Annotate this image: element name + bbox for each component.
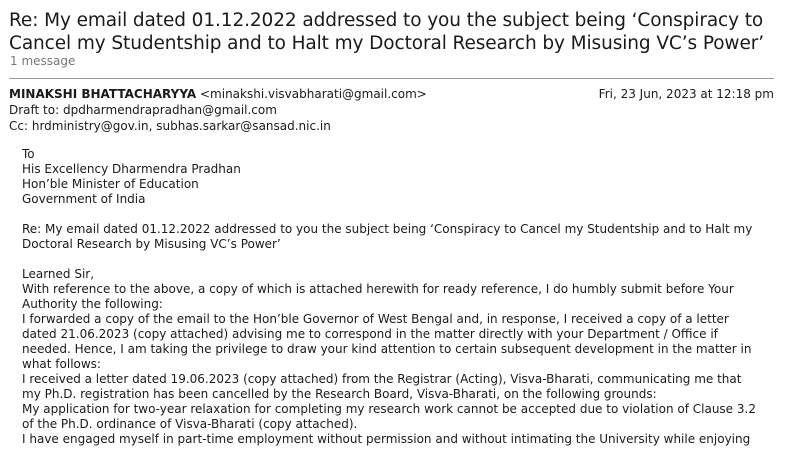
message-count: 1 message (10, 54, 76, 68)
sender-email[interactable]: <minakshi.visvabharati@gmail.com> (199, 87, 427, 101)
message-body (22, 147, 762, 447)
re-line: Re: My email dated 01.12.2022 addressed to you the subject being ‘Conspiracy to Cancel my Studentship and to Halt my Doctoral Research by Misusing VC’s Power’ (22, 222, 753, 251)
email-subject: Re: My email dated 01.12.2022 addressed to you the subject being ‘Conspiracy to Cancel my Studentship and to Halt my Doctoral Research by Misusing VC’s Power’ (9, 10, 765, 54)
message-header (9, 86, 774, 134)
body-paragraph: I received a letter dated 19.06.2023 (copy attached) from the Registrar (Acting), Visva-Bharati, communicating me that my Ph.D. registration has been cancelled by the Research Board, Visva-Bharati, on the following grounds: (22, 372, 742, 401)
sender-name: MINAKSHI BHATTACHARYYA (9, 87, 197, 101)
address-line: Hon’ble Minister of Education (22, 177, 199, 191)
address-line: His Excellency Dharmendra Pradhan (22, 162, 241, 176)
cc-line: Cc: hrdministry@gov.in, subhas.sarkar@sansad.nic.in (9, 119, 331, 133)
address-line: To (22, 147, 35, 161)
draft-to: Draft to: dpdharmendrapradhan@gmail.com (9, 103, 277, 117)
divider (9, 78, 774, 79)
message-date: Fri, 23 Jun, 2023 at 12:18 pm (598, 87, 774, 101)
salutation: Learned Sir, (22, 267, 95, 281)
body-paragraph: I forwarded a copy of the email to the Hon’ble Governor of West Bengal and, in response, I received a copy of a letter dated 21.06.2023 (copy attached) advising me to correspond in the matter directly with your Department / Office if needed. Hence, I am taking the privilege to draw your kind attention to certain subsequent development in the matter in what follows: (22, 312, 752, 371)
body-paragraph: I have engaged myself in part-time employment without permission and without intimating the University while enjoying (22, 432, 751, 446)
body-paragraph: With reference to the above, a copy of which is attached herewith for ready reference, I do humbly submit before Your Authority the following: (22, 282, 734, 311)
address-line: Government of India (22, 192, 146, 206)
body-paragraph: My application for two-year relaxation for completing my research work cannot be accepted due to violation of Clause 3.2 of the Ph.D. ordinance of Visva-Bharati (copy attached). (22, 402, 756, 431)
